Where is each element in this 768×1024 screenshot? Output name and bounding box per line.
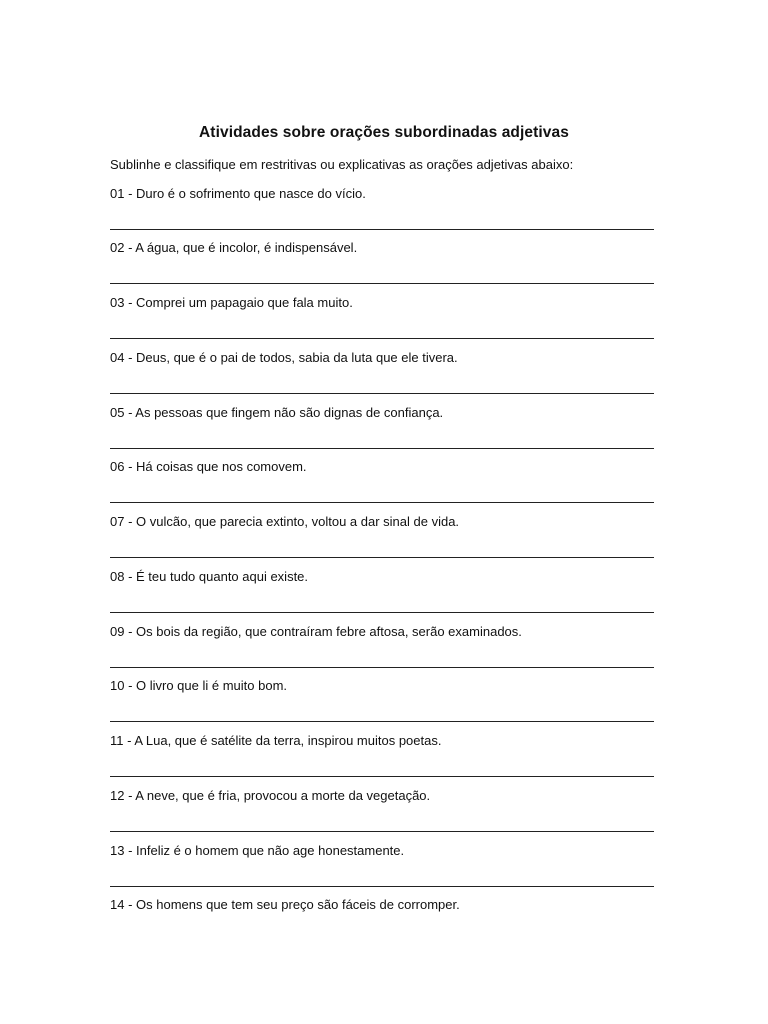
answer-line-08 [110, 612, 654, 613]
answer-line-04 [110, 393, 654, 394]
answer-line-03 [110, 338, 654, 339]
exercise-item-14: 14 - Os homens que tem seu preço são fáceis de corromper. [110, 897, 460, 912]
answer-line-12 [110, 831, 654, 832]
exercise-item-11: 11 - A Lua, que é satélite da terra, inspirou muitos poetas. [110, 733, 442, 748]
exercise-item-02: 02 - A água, que é incolor, é indispensável. [110, 240, 358, 255]
answer-line-09 [110, 667, 654, 668]
exercise-item-07: 07 - O vulcão, que parecia extinto, voltou a dar sinal de vida. [110, 514, 460, 529]
answer-line-02 [110, 283, 654, 284]
exercise-item-05: 05 - As pessoas que fingem não são dignas de confiança. [110, 405, 444, 420]
exercise-item-10: 10 - O livro que li é muito bom. [110, 678, 288, 693]
worksheet-instructions: Sublinhe e classifique em restritivas ou explicativas as orações adjetivas abaixo: [110, 157, 574, 172]
answer-line-07 [110, 557, 654, 558]
exercise-item-06: 06 - Há coisas que nos comovem. [110, 459, 307, 474]
answer-line-01 [110, 229, 654, 230]
exercise-item-03: 03 - Comprei um papagaio que fala muito. [110, 295, 353, 310]
exercise-item-13: 13 - Infeliz é o homem que não age honestamente. [110, 843, 405, 858]
worksheet-title: Atividades sobre orações subordinadas adjetivas [199, 124, 569, 141]
exercise-item-12: 12 - A neve, que é fria, provocou a morte da vegetação. [110, 788, 431, 803]
answer-line-06 [110, 502, 654, 503]
exercise-item-01: 01 - Duro é o sofrimento que nasce do vício. [110, 186, 366, 201]
answer-line-11 [110, 776, 654, 777]
exercise-item-04: 04 - Deus, que é o pai de todos, sabia da luta que ele tivera. [110, 350, 458, 365]
exercise-item-09: 09 - Os bois da região, que contraíram febre aftosa, serão examinados. [110, 624, 522, 639]
exercise-item-08: 08 - É teu tudo quanto aqui existe. [110, 569, 309, 584]
answer-line-10 [110, 721, 654, 722]
answer-line-05 [110, 448, 654, 449]
answer-line-13 [110, 886, 654, 887]
